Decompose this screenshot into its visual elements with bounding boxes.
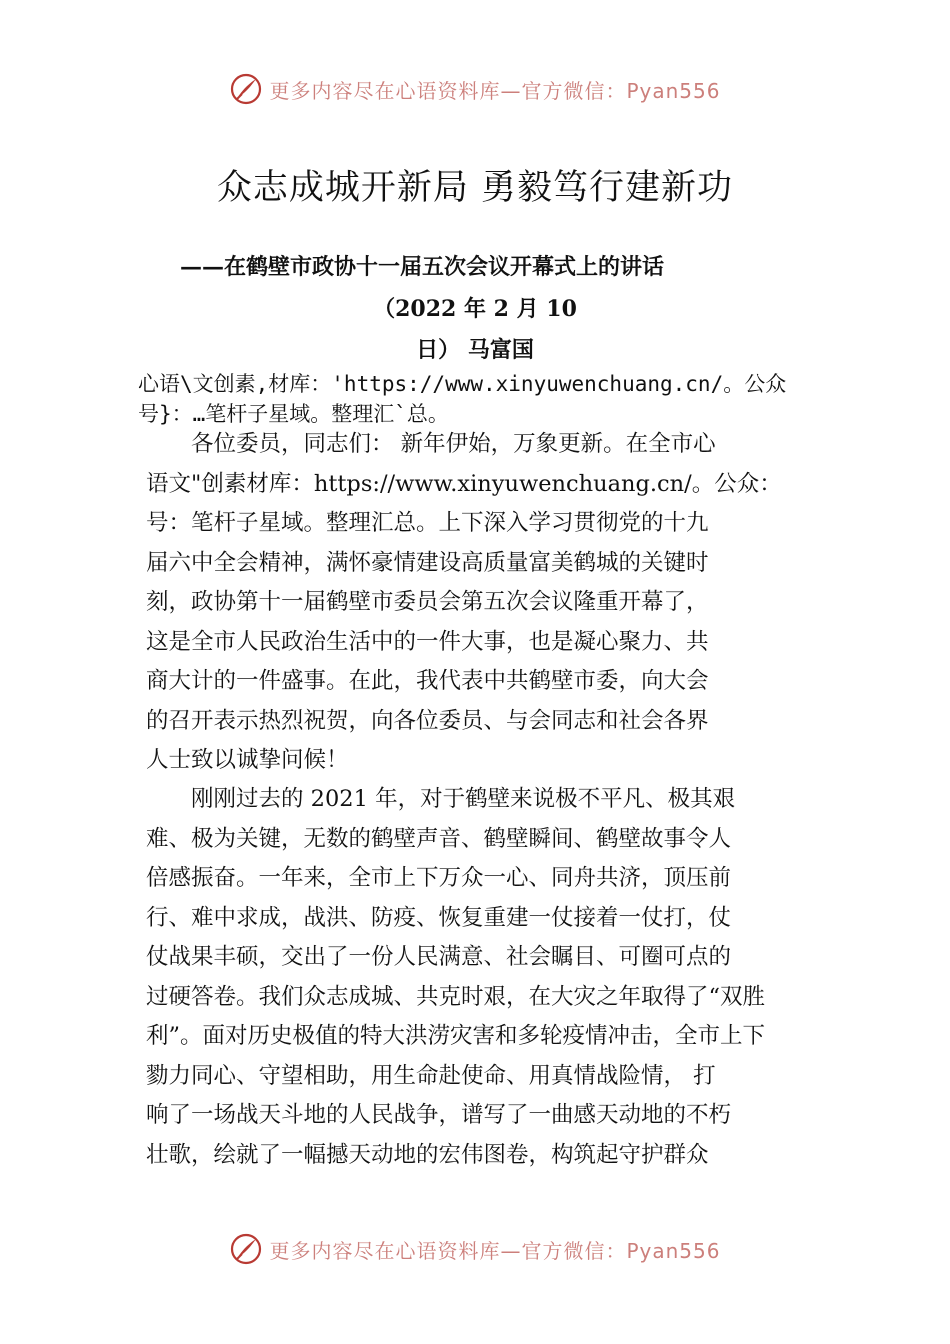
date-line: （2022 年 2 月 10: [373, 296, 577, 322]
paragraph-line: 这是全市人民政治生活中的一件大事，也是凝心聚力、共: [146, 628, 709, 655]
author-line: 日） 马富国: [416, 337, 534, 363]
paragraph-line: 刚刚过去的 2021 年，对于鹤壁来说极不平凡、极其艰: [191, 786, 736, 812]
paragraph-line: 的召开表示热烈祝贺，向各位委员、与会同志和社会各界: [146, 707, 709, 734]
paragraph-line: 刻，政协第十一届鹤壁市委员会第五次会议隆重开幕了，: [146, 589, 709, 615]
header-watermark: [0, 72, 950, 106]
document-title: 众志成城开新局 勇毅笃行建新功: [216, 168, 734, 208]
source-note-line: 心语\文创素,材库：'https://www.xinyuwenchuang.cn/。公众: [138, 372, 787, 396]
source-note: [138, 369, 843, 429]
paragraph-line: 勠力同心、守望相助，用生命赴使命、用真情战险情， 打: [146, 1062, 716, 1089]
quill-seal-logo: [229, 1232, 263, 1266]
document-subtitle: ——在鹤壁市政协十一届五次会议开幕式上的讲话: [180, 254, 665, 280]
paragraph-line: 语文"创素材库：https://www.xinyuwenchuang.cn/。公众：: [146, 470, 782, 497]
paragraph-line: 倍感振奋。一年来，全市上下万众一心、同舟共济，顶压前: [146, 865, 732, 891]
paragraph-line: 人士致以诚挚问候！: [146, 747, 349, 773]
paragraph-line: 届六中全会精神，满怀豪情建设高质量富美鹤城的关键时: [146, 549, 709, 576]
body-paragraph: [146, 780, 826, 1175]
paragraph-line: 号：笔杆子星域。整理汇总。上下深入学习贯彻党的十九: [146, 510, 709, 536]
watermark-text: 更多内容尽在心语资料库—官方微信：Pyan556: [269, 1238, 721, 1263]
paragraph-line: 响了一场战天斗地的人民战争，谱写了一曲感天动地的不朽: [146, 1102, 732, 1128]
paragraph-line: 商大计的一件盛事。在此，我代表中共鹤壁市委，向大会: [146, 668, 709, 694]
paragraph-line: 利”。面对历史极值的特大洪涝灾害和多轮疫情冲击，全市上下: [146, 1023, 766, 1049]
paragraph-line: 过硬答卷。我们众志成城、共克时艰，在大灾之年取得了“双胜: [146, 983, 766, 1010]
paragraph-line: 仗战果丰硕，交出了一份人民满意、社会瞩目、可圈可点的: [146, 944, 732, 970]
body-paragraph: [146, 425, 826, 781]
source-note-line: 号}：…笔杆子星域。整理汇`总。: [138, 402, 449, 426]
paragraph-line: 各位委员，同志们： 新年伊始，万象更新。在全市心: [191, 431, 716, 457]
quill-seal-logo: [229, 72, 263, 106]
paragraph-line: 壮歌，绘就了一幅撼天动地的宏伟图卷，构筑起守护群众: [146, 1141, 709, 1168]
watermark-text: 更多内容尽在心语资料库—官方微信：Pyan556: [269, 78, 721, 103]
footer-watermark: [0, 1232, 950, 1266]
paragraph-line: 难、极为关键，无数的鹤壁声音、鹤壁瞬间、鹤壁故事令人: [146, 825, 732, 852]
paragraph-line: 行、难中求成，战洪、防疫、恢复重建一仗接着一仗打，仗: [146, 904, 732, 931]
